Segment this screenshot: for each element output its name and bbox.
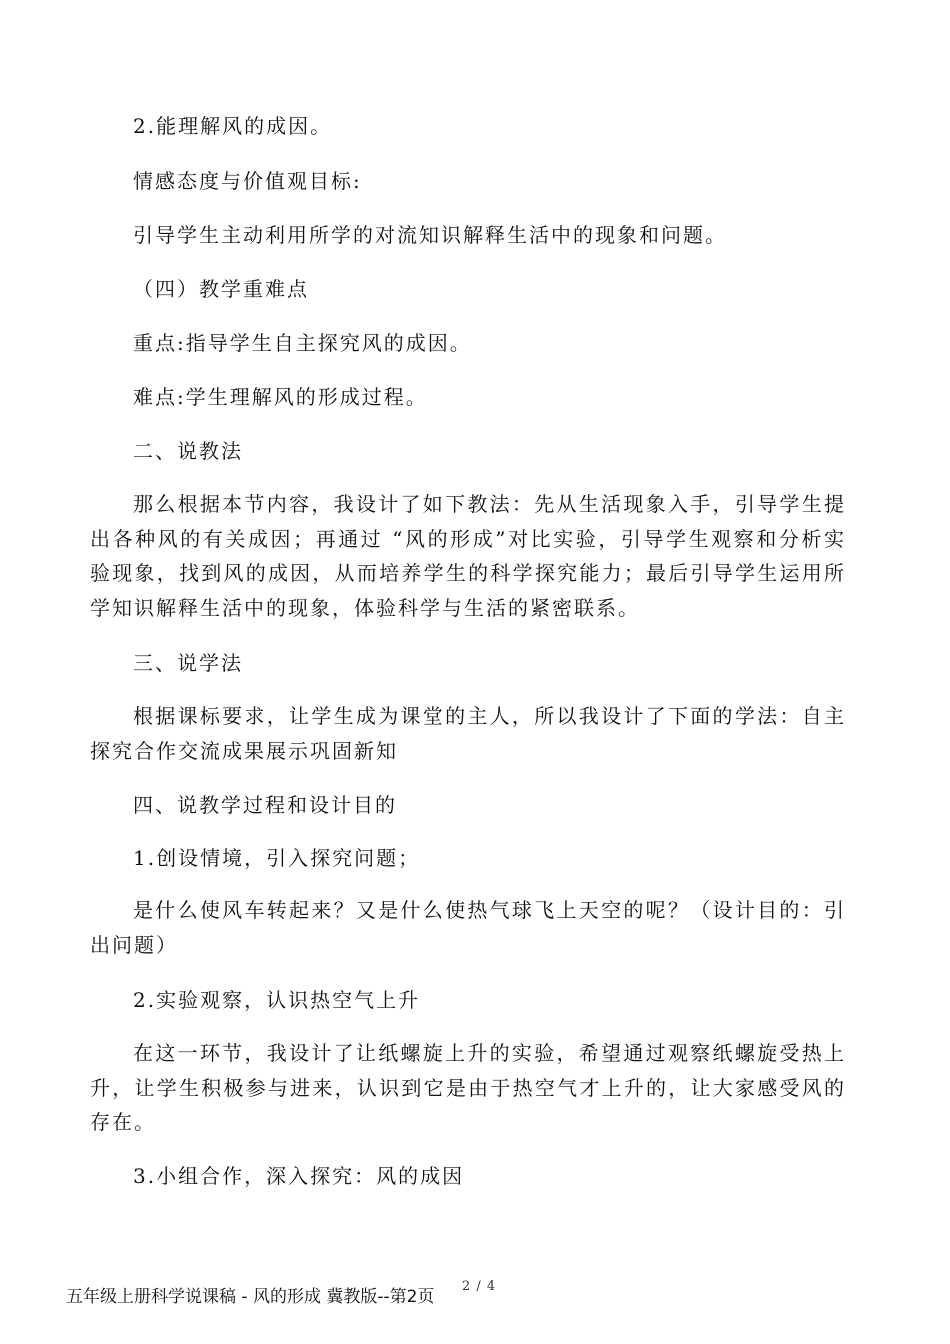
key-difficulty-heading: （四）教学重难点: [133, 277, 309, 301]
step-2-heading: 2.实验观察，认识热空气上升: [133, 988, 421, 1012]
key-point-line: 重点:指导学生自主探究风的成因。: [133, 331, 472, 355]
teaching-process-heading: 四、说教学过程和设计目的: [133, 793, 397, 817]
page-number: 2 / 4: [462, 1279, 497, 1294]
step-3-heading: 3.小组合作，深入探究：风的成因: [133, 1164, 465, 1188]
step-2-paragraph: 在这一环节，我设计了让纸螺旋上升的实验，希望通过观察纸螺旋受热上升，让学生积极参与进来，认识到它是由于热空气才上升的，让大家感受风的存在。: [90, 1041, 846, 1134]
step-1-paragraph: 是什么使风车转起来？又是什么使热气球飞上天空的呢？（设计目的：引出问题）: [90, 898, 846, 957]
learning-method-paragraph: 根据课标要求，让学生成为课堂的主人，所以我设计了下面的学法：自主探究合作交流成果展示巩固新知: [90, 704, 846, 763]
learning-method-heading: 三、说学法: [133, 651, 243, 675]
objective-line-2: 2.能理解风的成因。: [133, 114, 333, 138]
emotion-objective-text: 引导学生主动利用所学的对流知识解释生活中的现象和问题。: [133, 223, 727, 247]
footer-title: 五年级上册科学说课稿 - 风的形成 冀教版--第2页: [66, 1287, 435, 1307]
difficult-point-line: 难点:学生理解风的形成过程。: [133, 385, 428, 409]
teaching-method-heading: 二、说教法: [133, 439, 243, 463]
emotion-objective-heading: 情感态度与价值观目标:: [133, 169, 362, 193]
step-1-heading: 1.创设情境，引入探究问题；: [133, 846, 421, 870]
teaching-method-paragraph: 那么根据本节内容，我设计了如下教法：先从生活现象入手，引导学生提出各种风的有关成因；再通过 “风的形成”对比实验，引导学生观察和分析实验现象，找到风的成因，从而培养学生的科学探究能力；最后引导学生运用所学知识解释生活中的现象，体验科学与生活的紧密联系。: [90, 492, 846, 620]
